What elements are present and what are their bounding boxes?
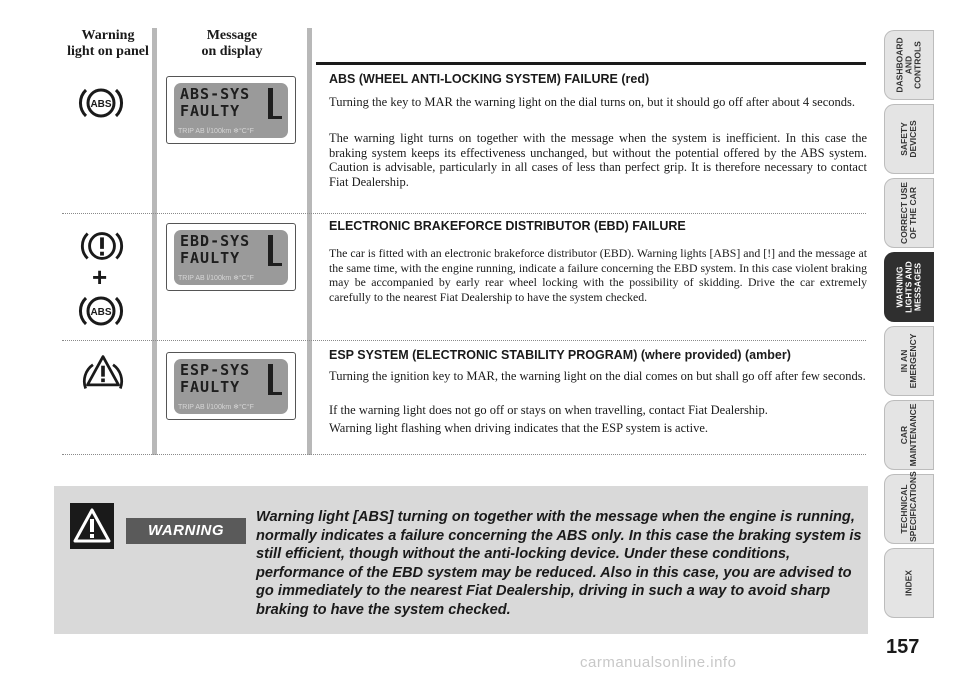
abs-warning-light-icon-2 [78, 288, 124, 334]
display-line-2: FAULTY [180, 102, 241, 120]
svg-text:ABS: ABS [90, 307, 112, 318]
header-warning-line-1: Warning light on panel [67, 28, 149, 59]
paragraph-esp-2: If the warning light does not go off or stays on when travelling, contact Fiat Dealership. [329, 403, 768, 417]
tab-label: WARNING LIGHTS AND MESSAGES [894, 261, 923, 313]
tab-safety-devices[interactable] [884, 104, 934, 174]
display-bar-indicator [268, 364, 273, 394]
paragraph-abs-1: Turning the key to MAR the warning light on the dial turns on, but it should go off after about 4 seconds. [329, 95, 855, 109]
tab-label: TECHNICAL SPECIFICATIONS [899, 471, 918, 542]
row-divider-3 [62, 454, 866, 455]
display-status: TRIP AB l/100km ❄°C°F [178, 128, 254, 135]
warning-triangle-icon [70, 503, 114, 549]
paragraph-ebd-1: The car is fitted with an electronic brakeforce distributor (EBD). Warning lights [ABS] and [!] and the message at the same time, with the engine running, indicate a failure concerning the EBD system. In this case violent braking may be accompanied by early rear wheel locking with the possibility of skidding. Drive the car extremely carefully to the nearest Fiat Dealership to have the system checked. [329, 246, 867, 304]
tab-warning-lights-and-messages[interactable] [884, 252, 934, 322]
tab-car-maintenance[interactable] [884, 400, 934, 470]
abs-warning-light-icon [78, 80, 124, 126]
warning-label: WARNING [126, 518, 246, 544]
column-divider-1 [152, 28, 157, 455]
tab-dashboard-and-controls[interactable] [884, 30, 934, 100]
display-line-2: FAULTY [180, 249, 241, 267]
header-rule [316, 62, 866, 65]
display-bar-indicator [268, 88, 273, 118]
watermark: carmanualsonline.info [580, 654, 737, 671]
header-warning-light [62, 28, 154, 60]
header-message [170, 28, 294, 60]
display-status: TRIP AB l/100km ❄°C°F [178, 404, 254, 411]
display-line-1: ABS-SYS [180, 85, 251, 103]
section-title-ebd: ELECTRONIC BRAKEFORCE DISTRIBUTOR (EBD) FAILURE [329, 219, 686, 233]
display-line-2: FAULTY [180, 378, 241, 396]
row-divider-2 [62, 340, 866, 341]
display-line-1: ESP-SYS [180, 361, 251, 379]
display-screen [174, 359, 288, 414]
paragraph-esp-3: Warning light flashing when driving indicates that the ESP system is active. [329, 421, 709, 435]
column-divider-2 [307, 28, 312, 455]
display-abs [166, 76, 296, 144]
tab-label: CORRECT USE OF THE CAR [899, 182, 918, 244]
tab-technical-specifications[interactable] [884, 471, 934, 544]
page-number: 157 [886, 636, 920, 658]
tab-label: IN AN EMERGENCY [899, 333, 918, 389]
tab-label: DASHBOARD AND CONTROLS [894, 37, 923, 93]
esp-warning-light-icon [82, 352, 124, 394]
tab-index[interactable] [884, 548, 934, 618]
display-status: TRIP AB l/100km ❄°C°F [178, 275, 254, 282]
tab-label: SAFETY DEVICES [899, 120, 918, 158]
row-divider-1 [62, 213, 866, 214]
display-bar-base [268, 263, 282, 266]
plus-icon: + [92, 262, 108, 292]
tab-label: CAR MAINTENANCE [899, 403, 918, 467]
paragraph-esp-1: Turning the ignition key to MAR, the warning light on the dial comes on but shall go off after few seconds. [329, 369, 866, 383]
display-bar-base [268, 392, 282, 395]
header-message-line: Message on display [201, 28, 263, 59]
display-screen [174, 230, 288, 285]
tab-correct-use[interactable] [884, 178, 934, 248]
section-title-abs: ABS (WHEEL ANTI-LOCKING SYSTEM) FAILURE (red) [329, 72, 650, 86]
tab-label: INDEX [903, 570, 914, 596]
paragraph-abs-2: The warning light turns on together with the message when the system is inefficient. In this case the braking system keeps its effectiveness unchanged, but without the potential offered by the ABS system. Caution is advisable, particularly in all cases of less than perfect grip. It is therefore necessary to contact Fiat Dealership. [329, 131, 867, 189]
display-bar-indicator [268, 235, 273, 265]
display-esp [166, 352, 296, 420]
svg-text:ABS: ABS [90, 99, 112, 110]
display-bar-base [268, 116, 282, 119]
display-line-1: EBD-SYS [180, 232, 251, 250]
tab-in-an-emergency[interactable] [884, 326, 934, 396]
warning-text: Warning light [ABS] turning on together with the message when the engine is running, normally indicates a failure concerning the ABS only. In this case the braking system is still efficient, though without the anti-locking device. Under these conditions, performance of the EBD system may be reduced. Also in this case, you are advised to go immediately to the nearest Fiat Dealership, driving in such a way to avoid sharp braking to have the system checked. [256, 509, 862, 618]
display-ebd [166, 223, 296, 291]
display-screen [174, 83, 288, 138]
section-title-esp: ESP SYSTEM (ELECTRONIC STABILITY PROGRAM) (where provided) (amber) [329, 348, 791, 362]
